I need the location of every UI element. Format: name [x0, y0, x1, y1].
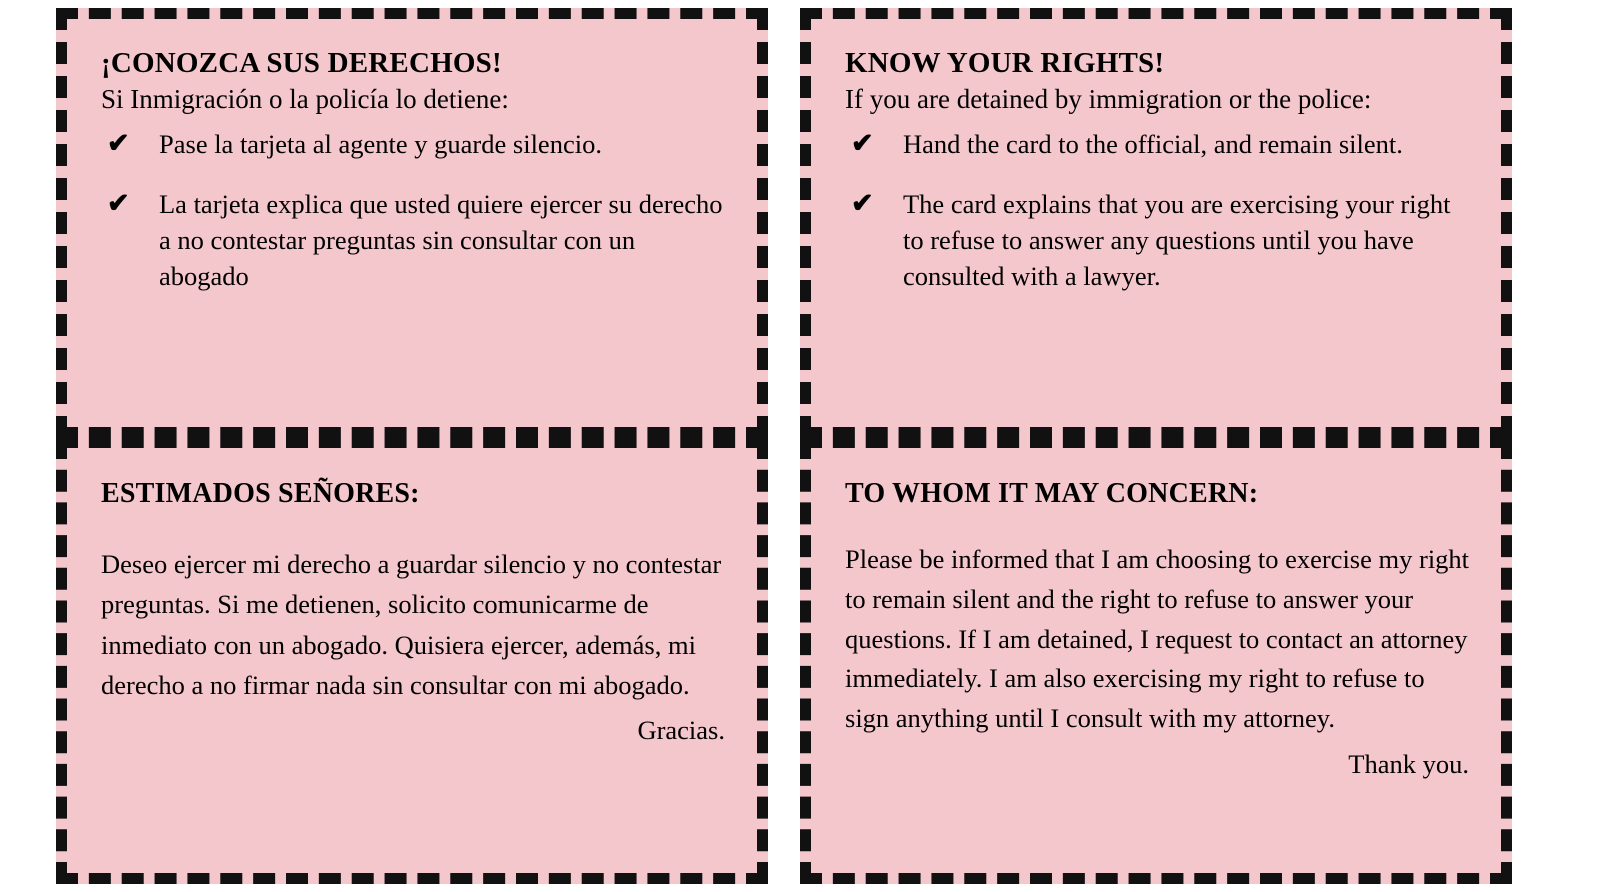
list-item	[845, 187, 1473, 294]
check-icon: ✔	[107, 128, 130, 159]
card-content	[67, 19, 757, 427]
card-title: KNOW YOUR RIGHTS!	[845, 47, 1165, 79]
card-title: ¡CONOZCA SUS DERECHOS!	[101, 47, 502, 79]
card-know-your-rights-spanish	[56, 8, 768, 438]
rights-list	[101, 127, 729, 294]
card-subtitle: Si Inmigración o la policía lo detiene:	[101, 84, 509, 115]
card-statement-spanish	[56, 437, 768, 884]
check-icon: ✔	[851, 128, 874, 159]
rights-list	[845, 127, 1473, 294]
list-item-label: The card explains that you are exercising your right to refuse to answer any questions until you have consulted with a lawyer.	[903, 189, 1451, 291]
list-item	[845, 127, 1473, 163]
card-content	[811, 19, 1501, 427]
card-body-text: Deseo ejercer mi derecho a guardar silencio y no contestar preguntas. Si me detienen, solicito comunicarme de inmediato con un abogado. Quisiera ejercer, además, mi derecho a no firmar nada sin consultar con mi abogado.	[101, 549, 722, 700]
card-title: ESTIMADOS SEÑORES:	[101, 478, 420, 509]
list-item	[101, 187, 729, 294]
card-content	[67, 448, 757, 873]
card-body-text: Please be informed that I am choosing to exercise my right to remain silent and the right to refuse to answer your questions. If I am detained, I request to contact an attorney immediately. I am also exercising my right to refuse to sign anything until I consult with my attorney.	[845, 544, 1470, 733]
card-closing: Thank you.	[1348, 748, 1469, 779]
list-item-label: Hand the card to the official, and remain silent.	[903, 129, 1403, 160]
list-item-label: La tarjeta explica que usted quiere ejercer su derecho a no contestar preguntas sin consultar con un abogado	[159, 189, 723, 291]
list-item	[101, 127, 729, 163]
card-closing: Gracias.	[637, 715, 725, 746]
card-know-your-rights-english	[800, 8, 1512, 438]
list-item-label: Pase la tarjeta al agente y guarde silencio.	[159, 129, 602, 160]
card-statement-english	[800, 437, 1512, 884]
check-icon: ✔	[851, 188, 874, 219]
card-subtitle: If you are detained by immigration or the police:	[845, 84, 1372, 115]
check-icon: ✔	[107, 188, 130, 219]
card-title: TO WHOM IT MAY CONCERN:	[845, 478, 1259, 509]
card-content	[811, 448, 1501, 873]
